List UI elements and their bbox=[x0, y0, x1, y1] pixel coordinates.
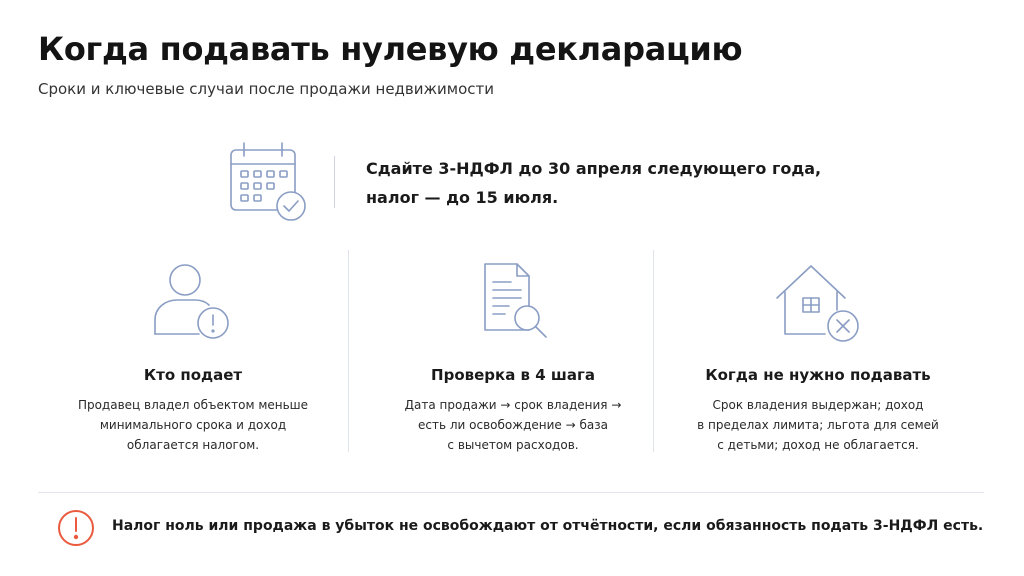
exclamation-circle-icon bbox=[56, 508, 96, 552]
column-text-line: в пределах лимита; льгота для семей bbox=[697, 418, 939, 432]
column-text bbox=[683, 395, 953, 455]
deadline-line-1: Сдайте 3-НДФЛ до 30 апреля следующего года, bbox=[366, 159, 822, 178]
column-text-line: минимального срока и доход bbox=[99, 418, 287, 432]
column-text-line: с вычетом расходов. bbox=[447, 438, 579, 452]
page-title: Когда подавать нулевую декларацию bbox=[38, 30, 743, 68]
column-divider bbox=[348, 250, 349, 452]
column-divider bbox=[653, 250, 654, 452]
column-text-line: есть ли освобождение → база bbox=[418, 418, 608, 432]
house-cross-icon bbox=[773, 260, 863, 350]
column-check-steps bbox=[358, 250, 668, 452]
column-text-line: облагается налогом. bbox=[126, 438, 260, 452]
column-no-filing bbox=[663, 250, 973, 452]
info-columns bbox=[38, 250, 984, 452]
deadline-block bbox=[228, 140, 828, 230]
column-text-line: Продавец владел объектом меньше bbox=[77, 398, 309, 412]
column-text bbox=[58, 395, 328, 455]
column-text-line: с детьми; доход не облагается. bbox=[717, 438, 919, 452]
column-who-files bbox=[38, 250, 348, 452]
warning-text: Налог ноль или продажа в убыток не освобождают от отчётности, если обязанность подать 3-НДФЛ есть. bbox=[112, 518, 984, 534]
column-title: Проверка в 4 шага bbox=[431, 366, 595, 384]
column-title: Кто подает bbox=[143, 366, 243, 384]
section-divider bbox=[38, 492, 984, 493]
column-text bbox=[378, 395, 648, 455]
deadline-text bbox=[366, 154, 821, 212]
document-search-icon bbox=[471, 260, 555, 350]
warning-banner bbox=[56, 508, 984, 548]
column-text-line: Срок владения выдержан; доход bbox=[712, 398, 924, 412]
deadline-divider bbox=[334, 156, 335, 208]
page-subtitle: Сроки и ключевые случаи после продажи недвижимости bbox=[38, 80, 494, 98]
calendar-check-icon bbox=[228, 140, 310, 228]
column-title: Когда не нужно подавать bbox=[705, 366, 931, 384]
deadline-line-2: налог — до 15 июля. bbox=[366, 188, 559, 207]
person-alert-icon bbox=[151, 260, 235, 350]
column-text-line: Дата продажи → срок владения → bbox=[404, 398, 622, 412]
